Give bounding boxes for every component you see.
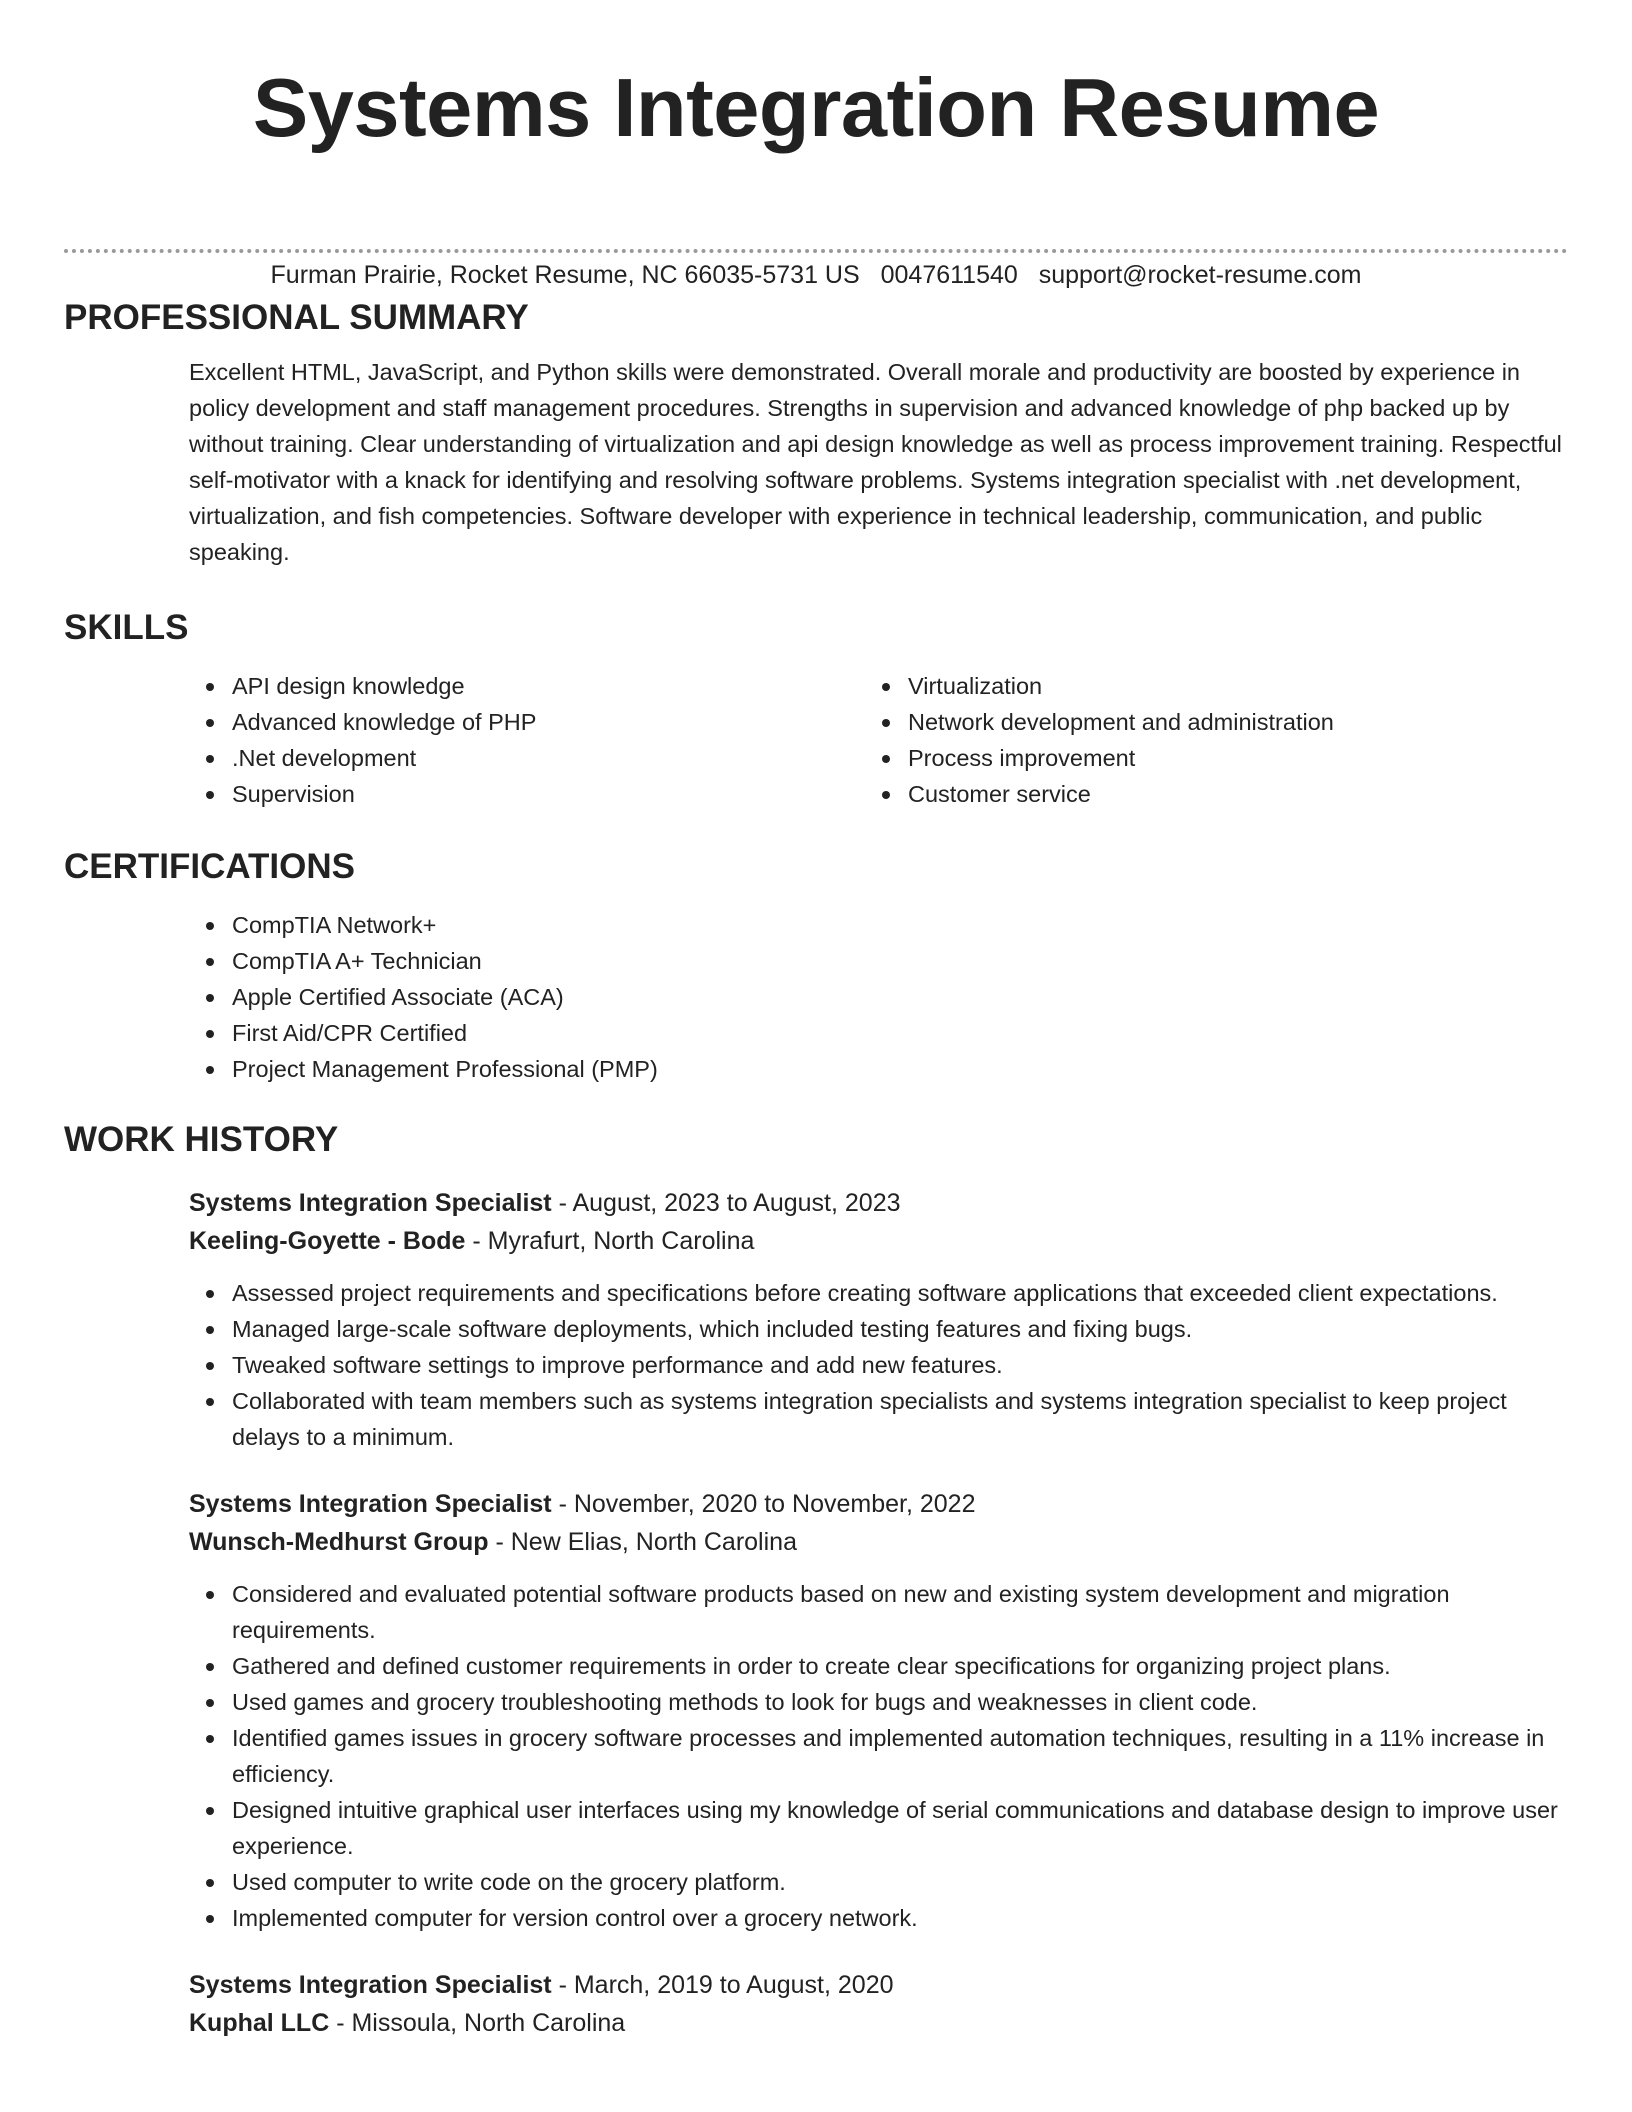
job-dates: - March, 2019 to August, 2020 (551, 1971, 894, 1999)
certification-item: CompTIA A+ Technician (232, 943, 1568, 979)
job-bullet: Collaborated with team members such as systems integration specialists and systems integration specialist to keep project delays to a minimum. (232, 1383, 1568, 1455)
job-location: - Myrafurt, North Carolina (465, 1227, 755, 1255)
skills-section (64, 608, 1568, 818)
certification-item: Apple Certified Associate (ACA) (232, 979, 1568, 1015)
summary-heading: PROFESSIONAL SUMMARY (64, 298, 529, 337)
skills-right-column (740, 668, 1608, 812)
job-location: - New Elias, North Carolina (488, 1528, 797, 1556)
job-title: Systems Integration Specialist (189, 1189, 552, 1217)
work-history-heading: WORK HISTORY (64, 1120, 339, 1159)
work-history-section (64, 1120, 1568, 2042)
job-bullets (64, 1576, 1568, 1936)
job-bullet: Gathered and defined customer requirements in order to create clear specifications for organizing project plans. (232, 1648, 1568, 1684)
job-company-line (189, 2004, 1568, 2042)
certifications-heading: CERTIFICATIONS (64, 847, 356, 886)
summary-section (64, 298, 1568, 570)
skill-item: Network development and administration (908, 704, 1608, 740)
job-bullets (64, 1275, 1568, 1455)
job-title-line (189, 1966, 1568, 2004)
certification-item: Project Management Professional (PMP) (232, 1051, 1568, 1087)
skill-item: Virtualization (908, 668, 1608, 704)
job-entry (64, 1485, 1568, 1936)
skills-left-column (64, 668, 832, 812)
job-location: - Missoula, North Carolina (329, 2009, 626, 2037)
certification-item: First Aid/CPR Certified (232, 1015, 1568, 1051)
skill-item: Supervision (232, 776, 832, 812)
skill-item: Process improvement (908, 740, 1608, 776)
skill-item: API design knowledge (232, 668, 832, 704)
job-title: Systems Integration Specialist (189, 1490, 552, 1518)
header-divider (64, 249, 1568, 253)
job-bullet: Designed intuitive graphical user interfaces using my knowledge of serial communications and database design to improve user experience. (232, 1792, 1568, 1864)
job-bullet: Identified games issues in grocery software processes and implemented automation techniques, resulting in a 11% increase in efficiency. (232, 1720, 1568, 1792)
certifications-section (64, 847, 1568, 1087)
resume-title: Systems Integration Resume (252, 61, 1380, 154)
contact-address: Furman Prairie, Rocket Resume, NC 66035-5731 US (270, 261, 860, 289)
skill-item: .Net development (232, 740, 832, 776)
certification-item: CompTIA Network+ (232, 907, 1568, 943)
job-bullet: Used games and grocery troubleshooting methods to look for bugs and weaknesses in client code. (232, 1684, 1568, 1720)
skill-item: Customer service (908, 776, 1608, 812)
job-dates: - November, 2020 to November, 2022 (551, 1490, 976, 1518)
job-company-line (189, 1523, 1568, 1561)
job-dates: - August, 2023 to August, 2023 (551, 1189, 901, 1217)
job-entry (64, 1184, 1568, 1455)
job-title: Systems Integration Specialist (189, 1971, 552, 1999)
contact-email: support@rocket-resume.com (1038, 261, 1362, 289)
job-bullet: Implemented computer for version control over a grocery network. (232, 1900, 1568, 1936)
skill-item: Advanced knowledge of PHP (232, 704, 832, 740)
job-entry (64, 1966, 1568, 2042)
job-bullet: Tweaked software settings to improve performance and add new features. (232, 1347, 1568, 1383)
contact-phone: 0047611540 (880, 261, 1018, 289)
skills-list (64, 668, 1568, 818)
job-company-line (189, 1222, 1568, 1260)
certifications-list (64, 907, 1568, 1087)
summary-text: Excellent HTML, JavaScript, and Python skills were demonstrated. Overall morale and productivity are boosted by experience in policy development and staff management procedures. Strengths in supervision and advanced knowledge of php backed up by without training. Clear understanding of virtualization and api design knowledge as well as process improvement training. Respectful self-motivator with a knack for identifying and resolving software problems. Systems integration specialist with .net development, virtualization, and fish competencies. Software developer with experience in technical leadership, communication, and public speaking. (189, 359, 1562, 565)
job-company: Wunsch-Medhurst Group (189, 1528, 489, 1556)
job-bullet: Managed large-scale software deployments, which included testing features and fixing bugs. (232, 1311, 1568, 1347)
skills-heading: SKILLS (64, 608, 189, 647)
contact-line (0, 260, 1632, 290)
job-title-line (189, 1184, 1568, 1222)
job-bullet: Used computer to write code on the grocery platform. (232, 1864, 1568, 1900)
job-bullet: Considered and evaluated potential software products based on new and existing system development and migration requirements. (232, 1576, 1568, 1648)
job-title-line (189, 1485, 1568, 1523)
job-company: Kuphal LLC (189, 2009, 330, 2037)
job-bullet: Assessed project requirements and specifications before creating software applications that exceeded client expectations. (232, 1275, 1568, 1311)
job-company: Keeling-Goyette - Bode (189, 1227, 466, 1255)
